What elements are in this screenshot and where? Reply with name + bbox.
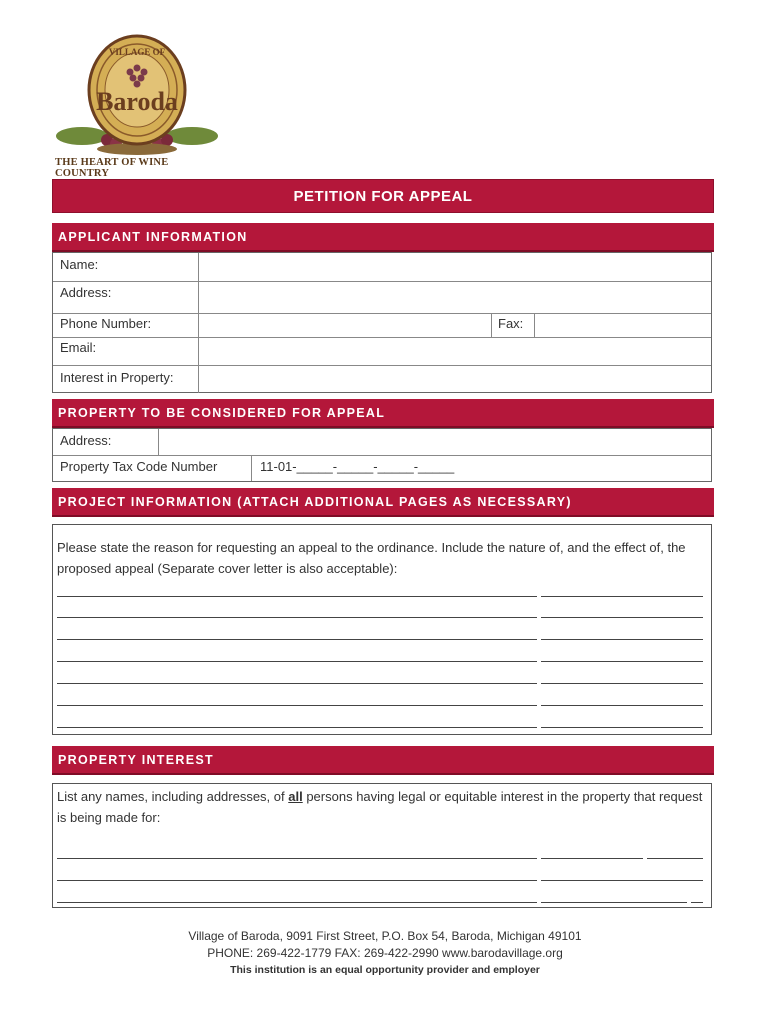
answer-line[interactable]	[57, 661, 703, 662]
project-section-header: PROJECT INFORMATION (ATTACH ADDITIONAL PAGES AS NECESSARY)	[52, 488, 714, 517]
property-section-header: PROPERTY TO BE CONSIDERED FOR APPEAL	[52, 399, 714, 428]
address-field[interactable]	[199, 282, 711, 313]
applicant-table	[52, 252, 712, 393]
form-title: PETITION FOR APPEAL	[52, 179, 714, 213]
name-field[interactable]	[199, 253, 711, 281]
interest-section-header: PROPERTY INTEREST	[52, 746, 714, 775]
email-label: Email:	[60, 340, 97, 355]
answer-line[interactable]	[57, 902, 703, 903]
logo-name: Baroda	[96, 87, 178, 116]
interest-text-after: persons having legal or equitable interest in the property that request is being made for:	[57, 789, 703, 825]
project-instructions: Please state the reason for requesting an appeal to the ordinance. Include the nature of, and the effect of, the proposed appeal (Separate cover letter is also acceptable):	[57, 540, 686, 576]
tax-code-field[interactable]: 11-01-_____-_____-_____-_____	[260, 459, 455, 474]
property-address-field[interactable]	[159, 429, 711, 455]
logo-tagline: THE HEART OF WINE COUNTRY	[55, 157, 169, 179]
phone-label: Phone Number:	[60, 316, 152, 331]
footer-contact: PHONE: 269-422-1779 FAX: 269-422-2990 www.barodavillage.org	[207, 946, 563, 960]
phone-field[interactable]	[199, 314, 491, 337]
answer-line[interactable]	[57, 617, 703, 618]
answer-line[interactable]	[57, 683, 703, 684]
applicant-section-header: APPLICANT INFORMATION	[52, 223, 714, 252]
answer-line[interactable]	[57, 880, 703, 881]
property-table	[52, 428, 712, 482]
interest-text-emphasis: all	[288, 789, 303, 804]
logo-top-text: VILLAGE OF	[108, 47, 166, 57]
fax-field[interactable]	[535, 314, 711, 337]
answer-line[interactable]	[57, 596, 703, 597]
answer-line[interactable]	[57, 858, 703, 859]
village-logo	[52, 28, 222, 170]
interest-instructions	[57, 786, 707, 828]
address-label: Address:	[60, 285, 112, 300]
email-field[interactable]	[199, 338, 711, 365]
answer-line[interactable]	[57, 639, 703, 640]
interest-field[interactable]	[199, 366, 711, 393]
name-label: Name:	[60, 257, 99, 272]
answer-line[interactable]	[57, 705, 703, 706]
fax-label: Fax:	[498, 316, 524, 331]
answer-line[interactable]	[57, 727, 703, 728]
footer-statement: This institution is an equal opportunity provider and employer	[230, 964, 540, 976]
property-address-label: Address:	[60, 433, 112, 448]
footer-address: Village of Baroda, 9091 First Street, P.O. Box 54, Baroda, Michigan 49101	[188, 929, 582, 943]
tax-code-label: Property Tax Code Number	[60, 459, 218, 474]
interest-label: Interest in Property:	[60, 370, 174, 385]
interest-text-before: List any names, including addresses, of	[57, 789, 289, 804]
